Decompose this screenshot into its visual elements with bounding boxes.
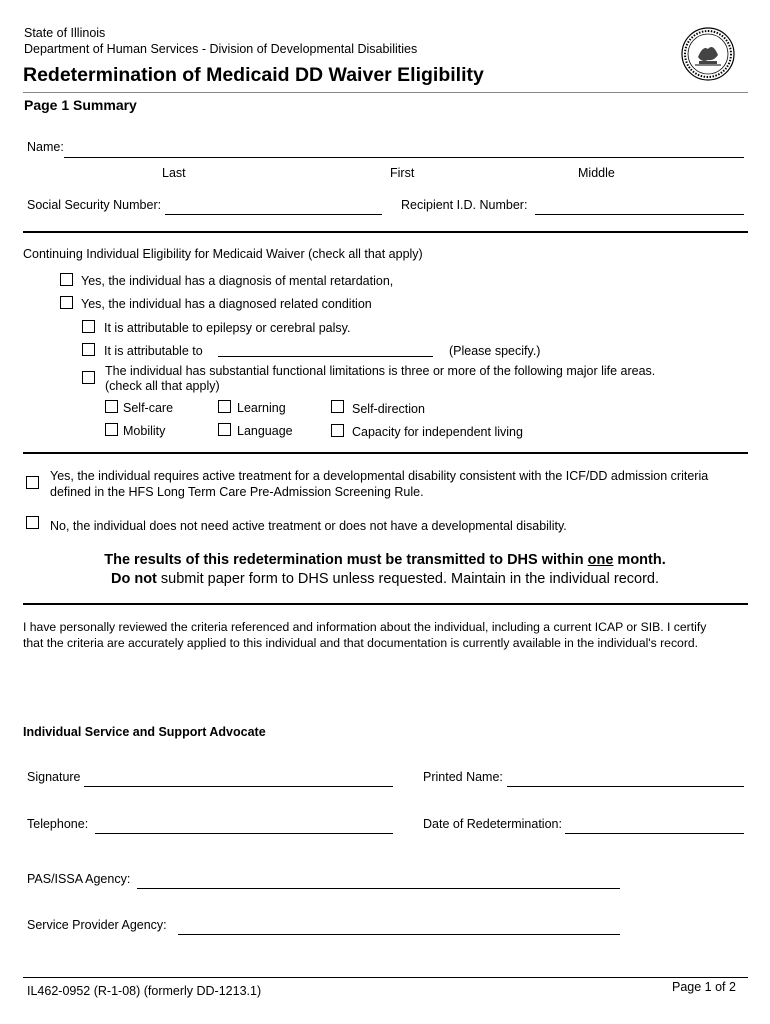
signature-label: Signature — [27, 770, 81, 784]
mental-retardation-label: Yes, the individual has a diagnosis of mental retardation, — [81, 274, 394, 288]
epilepsy-label: It is attributable to epilepsy or cerebral palsy. — [104, 321, 351, 335]
department-name: Department of Human Services - Division of Developmental Disabilities — [24, 42, 418, 56]
name-field[interactable] — [64, 157, 744, 158]
self-direction-checkbox[interactable] — [331, 400, 344, 413]
epilepsy-checkbox[interactable] — [82, 320, 95, 333]
certification-text-1: I have personally reviewed the criteria referenced and information about the individual, including a current ICAP or SIB. I certify — [23, 620, 707, 634]
attributable-to-checkbox[interactable] — [82, 343, 95, 356]
pas-agency-label: PAS/ISSA Agency: — [27, 872, 131, 886]
self-care-label: Self-care — [123, 401, 174, 415]
last-name-caption: Last — [162, 166, 186, 180]
telephone-label: Telephone: — [27, 817, 89, 831]
transmit-notice: The results of this redetermination must be transmitted to DHS within one month. — [104, 552, 666, 568]
name-label: Name: — [27, 140, 64, 154]
section-divider-3 — [23, 603, 748, 605]
please-specify-label: (Please specify.) — [449, 344, 541, 358]
check-all-note: (check all that apply) — [105, 379, 220, 393]
functional-limitations-label: The individual has substantial functional limitations is three or more of the following major life areas. — [105, 364, 656, 378]
redetermination-date-label: Date of Redetermination: — [423, 817, 562, 831]
capacity-label: Capacity for independent living — [352, 425, 523, 439]
related-condition-checkbox[interactable] — [60, 296, 73, 309]
self-direction-label: Self-direction — [352, 402, 425, 416]
provider-agency-label: Service Provider Agency: — [27, 918, 167, 932]
recipient-id-label: Recipient I.D. Number: — [401, 198, 528, 212]
active-treatment-yes-label-1: Yes, the individual requires active treatment for a developmental disability consistent with the ICF/DD admission criteria — [50, 469, 709, 483]
pas-agency-field[interactable] — [137, 888, 620, 889]
header-rule — [23, 92, 748, 93]
page-number: Page 1 of 2 — [672, 980, 736, 994]
capacity-checkbox[interactable] — [331, 424, 344, 437]
form-id: IL462-0952 (R-1-08) (formerly DD-1213.1) — [27, 984, 262, 998]
recipient-id-field[interactable] — [535, 214, 744, 215]
printed-name-label: Printed Name: — [423, 770, 503, 784]
redetermination-date-field[interactable] — [565, 833, 744, 834]
first-name-caption: First — [390, 166, 415, 180]
mobility-label: Mobility — [123, 424, 166, 438]
active-treatment-no-label: No, the individual does not need active treatment or does not have a developmental disability. — [50, 519, 567, 533]
eligibility-heading: Continuing Individual Eligibility for Medicaid Waiver (check all that apply) — [23, 247, 423, 261]
page-subtitle: Page 1 Summary — [24, 97, 137, 113]
provider-agency-field[interactable] — [178, 934, 620, 935]
functional-limitations-checkbox[interactable] — [82, 371, 95, 384]
signature-field[interactable] — [84, 786, 393, 787]
language-label: Language — [237, 424, 293, 438]
learning-checkbox[interactable] — [218, 400, 231, 413]
state-seal-icon — [681, 27, 735, 81]
mobility-checkbox[interactable] — [105, 423, 118, 436]
active-treatment-yes-checkbox[interactable] — [26, 476, 39, 489]
telephone-field[interactable] — [95, 833, 393, 834]
section-divider-2 — [23, 452, 748, 454]
printed-name-field[interactable] — [507, 786, 744, 787]
ssn-label: Social Security Number: — [27, 198, 162, 212]
attributable-to-field[interactable] — [218, 356, 433, 357]
section-divider-1 — [23, 231, 748, 233]
attributable-to-label: It is attributable to — [104, 344, 203, 358]
page-title: Redetermination of Medicaid DD Waiver Eligibility — [23, 64, 484, 86]
advocate-heading: Individual Service and Support Advocate — [23, 725, 266, 739]
active-treatment-no-checkbox[interactable] — [26, 516, 39, 529]
mental-retardation-checkbox[interactable] — [60, 273, 73, 286]
certification-text-2: that the criteria are accurately applied to this individual and that documentation is currently available in the individual's record. — [23, 636, 699, 650]
language-checkbox[interactable] — [218, 423, 231, 436]
paper-form-notice: Do not submit paper form to DHS unless requested. Maintain in the individual record. — [110, 571, 660, 587]
active-treatment-yes-label-2: defined in the HFS Long Term Care Pre-Admission Screening Rule. — [50, 485, 424, 499]
self-care-checkbox[interactable] — [105, 400, 118, 413]
related-condition-label: Yes, the individual has a diagnosed related condition — [81, 297, 372, 311]
middle-name-caption: Middle — [578, 166, 615, 180]
footer-rule — [23, 977, 748, 978]
state-name: State of Illinois — [24, 26, 106, 40]
learning-label: Learning — [237, 401, 286, 415]
ssn-field[interactable] — [165, 214, 382, 215]
